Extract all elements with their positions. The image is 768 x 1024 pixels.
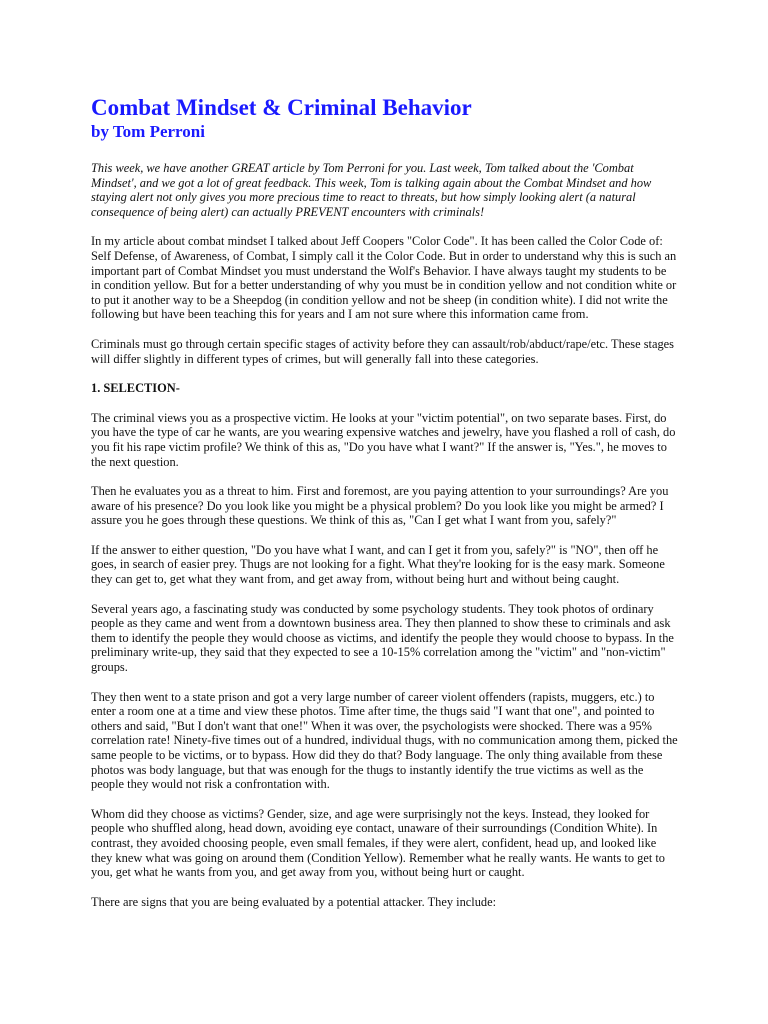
body-paragraph-signs: There are signs that you are being evaluated by a potential attacker. They include: — [91, 894, 497, 909]
article — [91, 94, 679, 924]
section-heading-selection: 1. SELECTION- — [91, 381, 180, 396]
intro-paragraph: This week, we have another GREAT article by Tom Perroni for you. Last week, Tom talked about the 'Combat Mindset', and we got a lot of great feedback. This week, Tom is talking again about the Combat Mindset and how staying alert not only gives you more precious time to react to threats, but how simply looking alert (a natural consequence of being alert) can actually PREVENT encounters with criminals! — [91, 161, 652, 219]
body-paragraph-prison: They then went to a state prison and got a very large number of career violent offenders (rapists, muggers, etc.) to enter a room one at a time and view these photos. Time after time, the thugs said "I want that one", and pointed to others and said, "But I don't want that one!" When it was over, the psychologists were shocked. There was a 95% correlation rate! Ninety-five times out of a hundred, individual thugs, with no communication among them, picked the same people to be victims, or to bypass. How did they do that? Body language. The only thing available from these photos was body language, but that was enough for the thugs to instantly identify the true victims as well as the people they would not risk a confrontation with. — [91, 689, 678, 792]
body-paragraph-victim-potential: The criminal views you as a prospective victim. He looks at your "victim potential", on two separate bases. First, do you have the type of car he wants, are you wearing expensive watches and jewelry, have you flashed a roll of cash, do you fit his rape victim profile? We think of this as, "Do you have what I want?" If the answer is, "Yes.", he moves to the next question. — [91, 410, 676, 469]
body-paragraph-color-code: In my article about combat mindset I talked about Jeff Coopers "Color Code". It has been called the Color Code of: Self Defense, of Awareness, of Combat, I simply call it the Color Code. But in order to understand why this is such an important part of Combat Mindset you must understand the Wolf's Behavior. I have always taught my students to be in condition yellow. But for a better understanding of why you must be in condition yellow and not condition white or to put it another way to be a Sheepdog (in condition yellow and not be sheep (in condition white). I did not write the following but have been teaching this for years and I am not sure where this information came from. — [91, 234, 677, 322]
body-paragraph-stages: Criminals must go through certain specific stages of activity before they can assault/rob/abduct/rape/etc. These stages will differ slightly in different types of crimes, but will generally fall into these categories. — [91, 336, 674, 366]
body-paragraph-threat-evaluation: Then he evaluates you as a threat to him. First and foremost, are you paying attention to your surroundings? Are you aware of his presence? Do you look like you might be a physical problem? Do you look like you might be armed? I assure you he goes through these questions. We think of this as, "Can I get what I want from you, safely?" — [91, 484, 669, 528]
article-title: Combat Mindset & Criminal Behavior — [91, 95, 472, 120]
body-paragraph-study: Several years ago, a fascinating study was conducted by some psychology students. They took photos of ordinary people as they came and went from a downtown business area. They then planned to show these to criminals and ask them to identify the people they would choose as victims, and identify the people they would choose to bypass. In the preliminary write-up, they said that they expected to see a 10-15% correlation among the "victim" and "non-victim" groups. — [91, 601, 674, 675]
body-paragraph-victims-chosen: Whom did they choose as victims? Gender, size, and age were surprisingly not the keys. Instead, they looked for people who shuffled along, head down, avoiding eye contact, unaware of their surroundings (Condition White). In contrast, they avoided choosing people, even small females, if they were alert, confident, head up, and looked like they knew what was going on around them (Condition Yellow). Remember what he really wants. He wants to get to you, get what he wants from you, and get away from you, without being hurt or caught. — [91, 806, 665, 880]
article-byline: by Tom Perroni — [91, 122, 205, 141]
body-paragraph-easier-prey: If the answer to either question, "Do you have what I want, and can I get it from you, safely?" is "NO", then off he goes, in search of easier prey. Thugs are not looking for a fight. What they're looking for is the easy mark. Someone they can get to, get what they want from, and get away from, without being hurt and without being caught. — [91, 542, 665, 587]
